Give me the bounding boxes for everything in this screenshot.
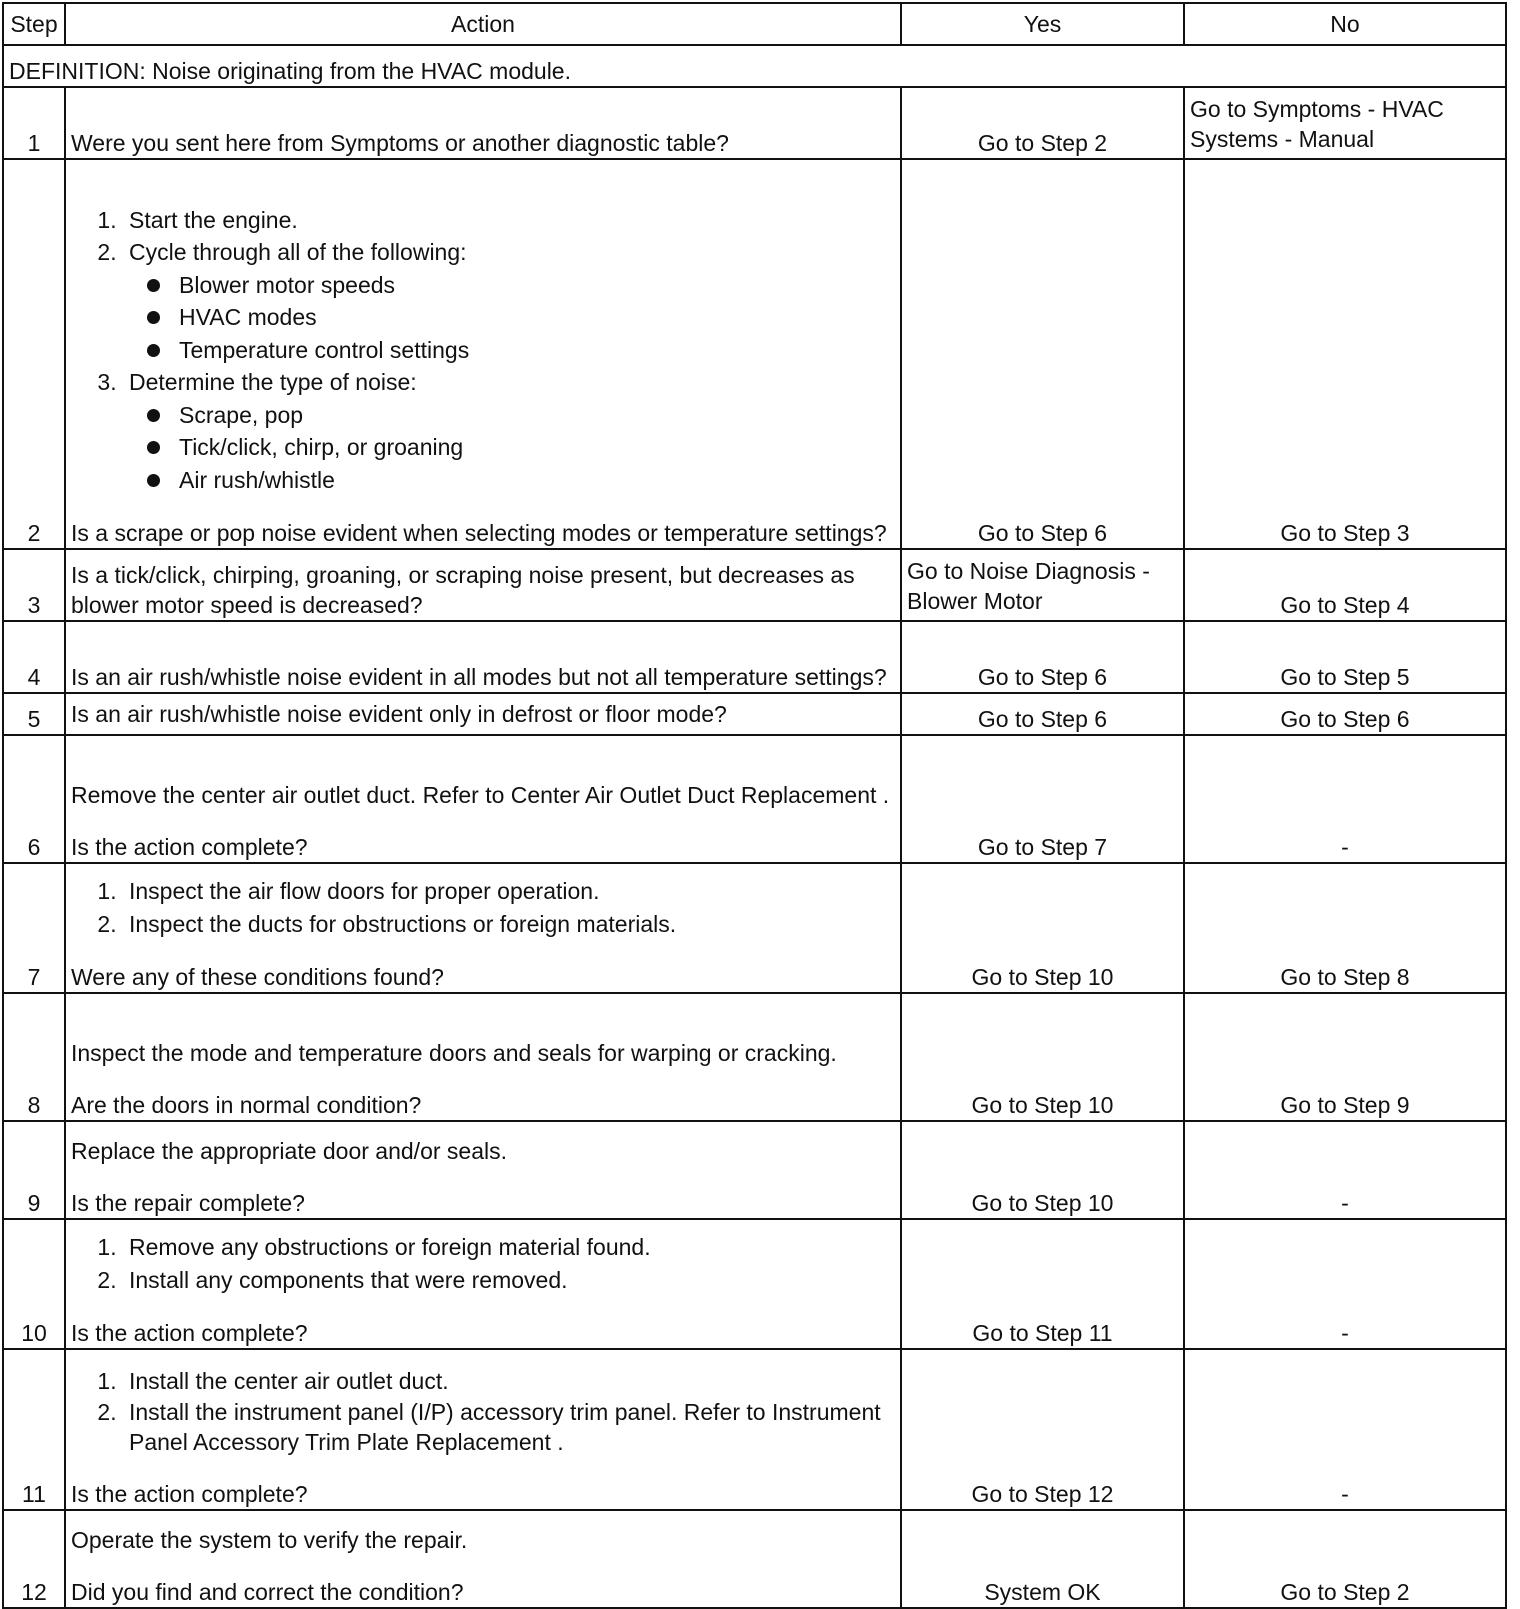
table-row <box>3 1219 1506 1349</box>
no-cell: Go to Symptoms - HVAC Systems - Manual <box>1184 87 1506 159</box>
step-number: 10 <box>3 1219 65 1349</box>
no-cell: - <box>1184 1349 1506 1510</box>
question-text: Is the action complete? <box>71 1481 308 1507</box>
action-cell <box>65 1219 901 1349</box>
action-list <box>71 875 895 940</box>
question-text: Did you find and correct the condition? <box>71 1579 464 1605</box>
action-item: 1. Inspect the air flow doors for proper operation. <box>123 875 895 908</box>
diagnostic-table-wrapper <box>2 2 1507 1609</box>
table-row <box>3 693 1506 735</box>
definition-text: DEFINITION: Noise originating from the HVAC module. <box>3 45 1506 87</box>
table-row <box>3 549 1506 621</box>
action-item: 1. Remove any obstructions or foreign material found. <box>123 1231 895 1264</box>
table-row <box>3 1121 1506 1219</box>
step-number: 5 <box>3 693 65 735</box>
step-number: 7 <box>3 863 65 993</box>
action-item: 2. Inspect the ducts for obstructions or foreign materials. <box>123 908 895 941</box>
header-action: Action <box>65 3 901 45</box>
yes-cell: Go to Step 7 <box>901 735 1184 863</box>
action-list <box>71 1231 895 1296</box>
yes-cell: Go to Step 12 <box>901 1349 1184 1510</box>
question-text: Is a scrape or pop noise evident when selecting modes or temperature settings? <box>71 520 887 546</box>
question-text: Were you sent here from Symptoms or another diagnostic table? <box>71 130 729 156</box>
bullet-text: Air rush/whistle <box>179 466 335 493</box>
step-number: 4 <box>3 621 65 693</box>
bullet-item <box>177 464 895 497</box>
action-item: 2. Install any components that were removed. <box>123 1264 895 1297</box>
table-row <box>3 87 1506 159</box>
step-number: 1 <box>3 87 65 159</box>
instruction-text: Operate the system to verify the repair. <box>71 1527 468 1553</box>
no-cell: Go to Step 9 <box>1184 993 1506 1121</box>
step-number: 11 <box>3 1349 65 1510</box>
step-number: 8 <box>3 993 65 1121</box>
table-row <box>3 863 1506 993</box>
action-item: 2. Install the instrument panel (I/P) accessory trim panel. Refer to Instrument Panel Accessory Trim Plate Replacement . <box>123 1397 895 1457</box>
header-yes: Yes <box>901 3 1184 45</box>
action-cell <box>65 1349 901 1510</box>
header-no: No <box>1184 3 1506 45</box>
step-number: 2 <box>3 159 65 549</box>
yes-cell: Go to Step 6 <box>901 159 1184 549</box>
bullet-dot-icon <box>147 344 160 357</box>
action-item <box>123 236 895 366</box>
yes-cell: Go to Step 10 <box>901 993 1184 1121</box>
yes-cell: Go to Step 10 <box>901 863 1184 993</box>
no-cell: Go to Step 2 <box>1184 1510 1506 1608</box>
bullet-text: Temperature control settings <box>179 336 470 363</box>
table-row <box>3 1349 1506 1510</box>
action-cell <box>65 87 901 159</box>
no-cell: Go to Step 3 <box>1184 159 1506 549</box>
action-cell <box>65 863 901 993</box>
bullet-dot-icon <box>147 311 160 324</box>
yes-cell: Go to Step 10 <box>901 1121 1184 1219</box>
bullet-item <box>177 269 895 302</box>
action-item-text: Cycle through all of the following: <box>129 239 467 265</box>
yes-cell: Go to Step 2 <box>901 87 1184 159</box>
yes-cell: Go to Noise Diagnosis - Blower Motor <box>901 549 1184 621</box>
question-text: Is an air rush/whistle noise evident only in defrost or floor mode? <box>71 701 727 727</box>
bullet-dot-icon <box>147 474 160 487</box>
header-step: Step <box>3 3 65 45</box>
table-row <box>3 735 1506 863</box>
yes-cell: System OK <box>901 1510 1184 1608</box>
action-cell <box>65 159 901 549</box>
bullet-dot-icon <box>147 279 160 292</box>
yes-cell: Go to Step 11 <box>901 1219 1184 1349</box>
bullet-item <box>177 399 895 432</box>
action-item-text: Determine the type of noise: <box>129 369 417 395</box>
question-text: Is the repair complete? <box>71 1190 305 1216</box>
step-number: 12 <box>3 1510 65 1608</box>
diagnostic-table <box>2 2 1507 1609</box>
action-list <box>71 204 895 497</box>
question-text: Were any of these conditions found? <box>71 964 444 990</box>
instruction-text: Replace the appropriate door and/or seals. <box>71 1138 508 1164</box>
bullet-list <box>129 399 895 497</box>
step-number: 9 <box>3 1121 65 1219</box>
action-list <box>71 1365 895 1458</box>
bullet-item <box>177 431 895 464</box>
step-number: 3 <box>3 549 65 621</box>
question-text: Is the action complete? <box>71 834 308 860</box>
definition-row <box>3 45 1506 87</box>
action-cell <box>65 1510 901 1608</box>
bullet-dot-icon <box>147 409 160 422</box>
no-cell: Go to Step 5 <box>1184 621 1506 693</box>
instruction-text: Remove the center air outlet duct. Refer to Center Air Outlet Duct Replacement . <box>71 782 890 808</box>
question-text: Is an air rush/whistle noise evident in all modes but not all temperature settings? <box>71 664 887 690</box>
yes-cell: Go to Step 6 <box>901 621 1184 693</box>
no-cell: Go to Step 6 <box>1184 693 1506 735</box>
no-cell: Go to Step 8 <box>1184 863 1506 993</box>
action-item <box>123 366 895 496</box>
bullet-dot-icon <box>147 441 160 454</box>
question-text: Is the action complete? <box>71 1320 308 1346</box>
bullet-item <box>177 334 895 367</box>
no-cell: Go to Step 4 <box>1184 549 1506 621</box>
action-item: 1. Start the engine. <box>123 204 895 237</box>
no-cell: - <box>1184 1219 1506 1349</box>
no-cell: - <box>1184 735 1506 863</box>
bullet-text: Tick/click, chirp, or groaning <box>179 434 464 460</box>
action-cell <box>65 693 901 735</box>
action-item: 1. Install the center air outlet duct. <box>123 1365 895 1398</box>
table-row <box>3 159 1506 549</box>
bullet-text: Scrape, pop <box>179 401 304 428</box>
action-cell <box>65 735 901 863</box>
action-cell <box>65 621 901 693</box>
bullet-item <box>177 301 895 334</box>
action-cell <box>65 993 901 1121</box>
table-row <box>3 621 1506 693</box>
bullet-text: HVAC modes <box>179 304 317 330</box>
instruction-text: Inspect the mode and temperature doors and seals for warping or cracking. <box>71 1040 837 1066</box>
bullet-text: Blower motor speeds <box>179 271 396 298</box>
header-row <box>3 3 1506 45</box>
action-cell <box>65 1121 901 1219</box>
table-row <box>3 993 1506 1121</box>
step-number: 6 <box>3 735 65 863</box>
question-text: Is a tick/click, chirping, groaning, or scraping noise present, but decreases as blower motor speed is decreased? <box>71 562 855 618</box>
bullet-list <box>129 269 895 367</box>
table-row <box>3 1510 1506 1608</box>
action-cell <box>65 549 901 621</box>
yes-cell: Go to Step 6 <box>901 693 1184 735</box>
question-text: Are the doors in normal condition? <box>71 1092 422 1118</box>
no-cell: - <box>1184 1121 1506 1219</box>
